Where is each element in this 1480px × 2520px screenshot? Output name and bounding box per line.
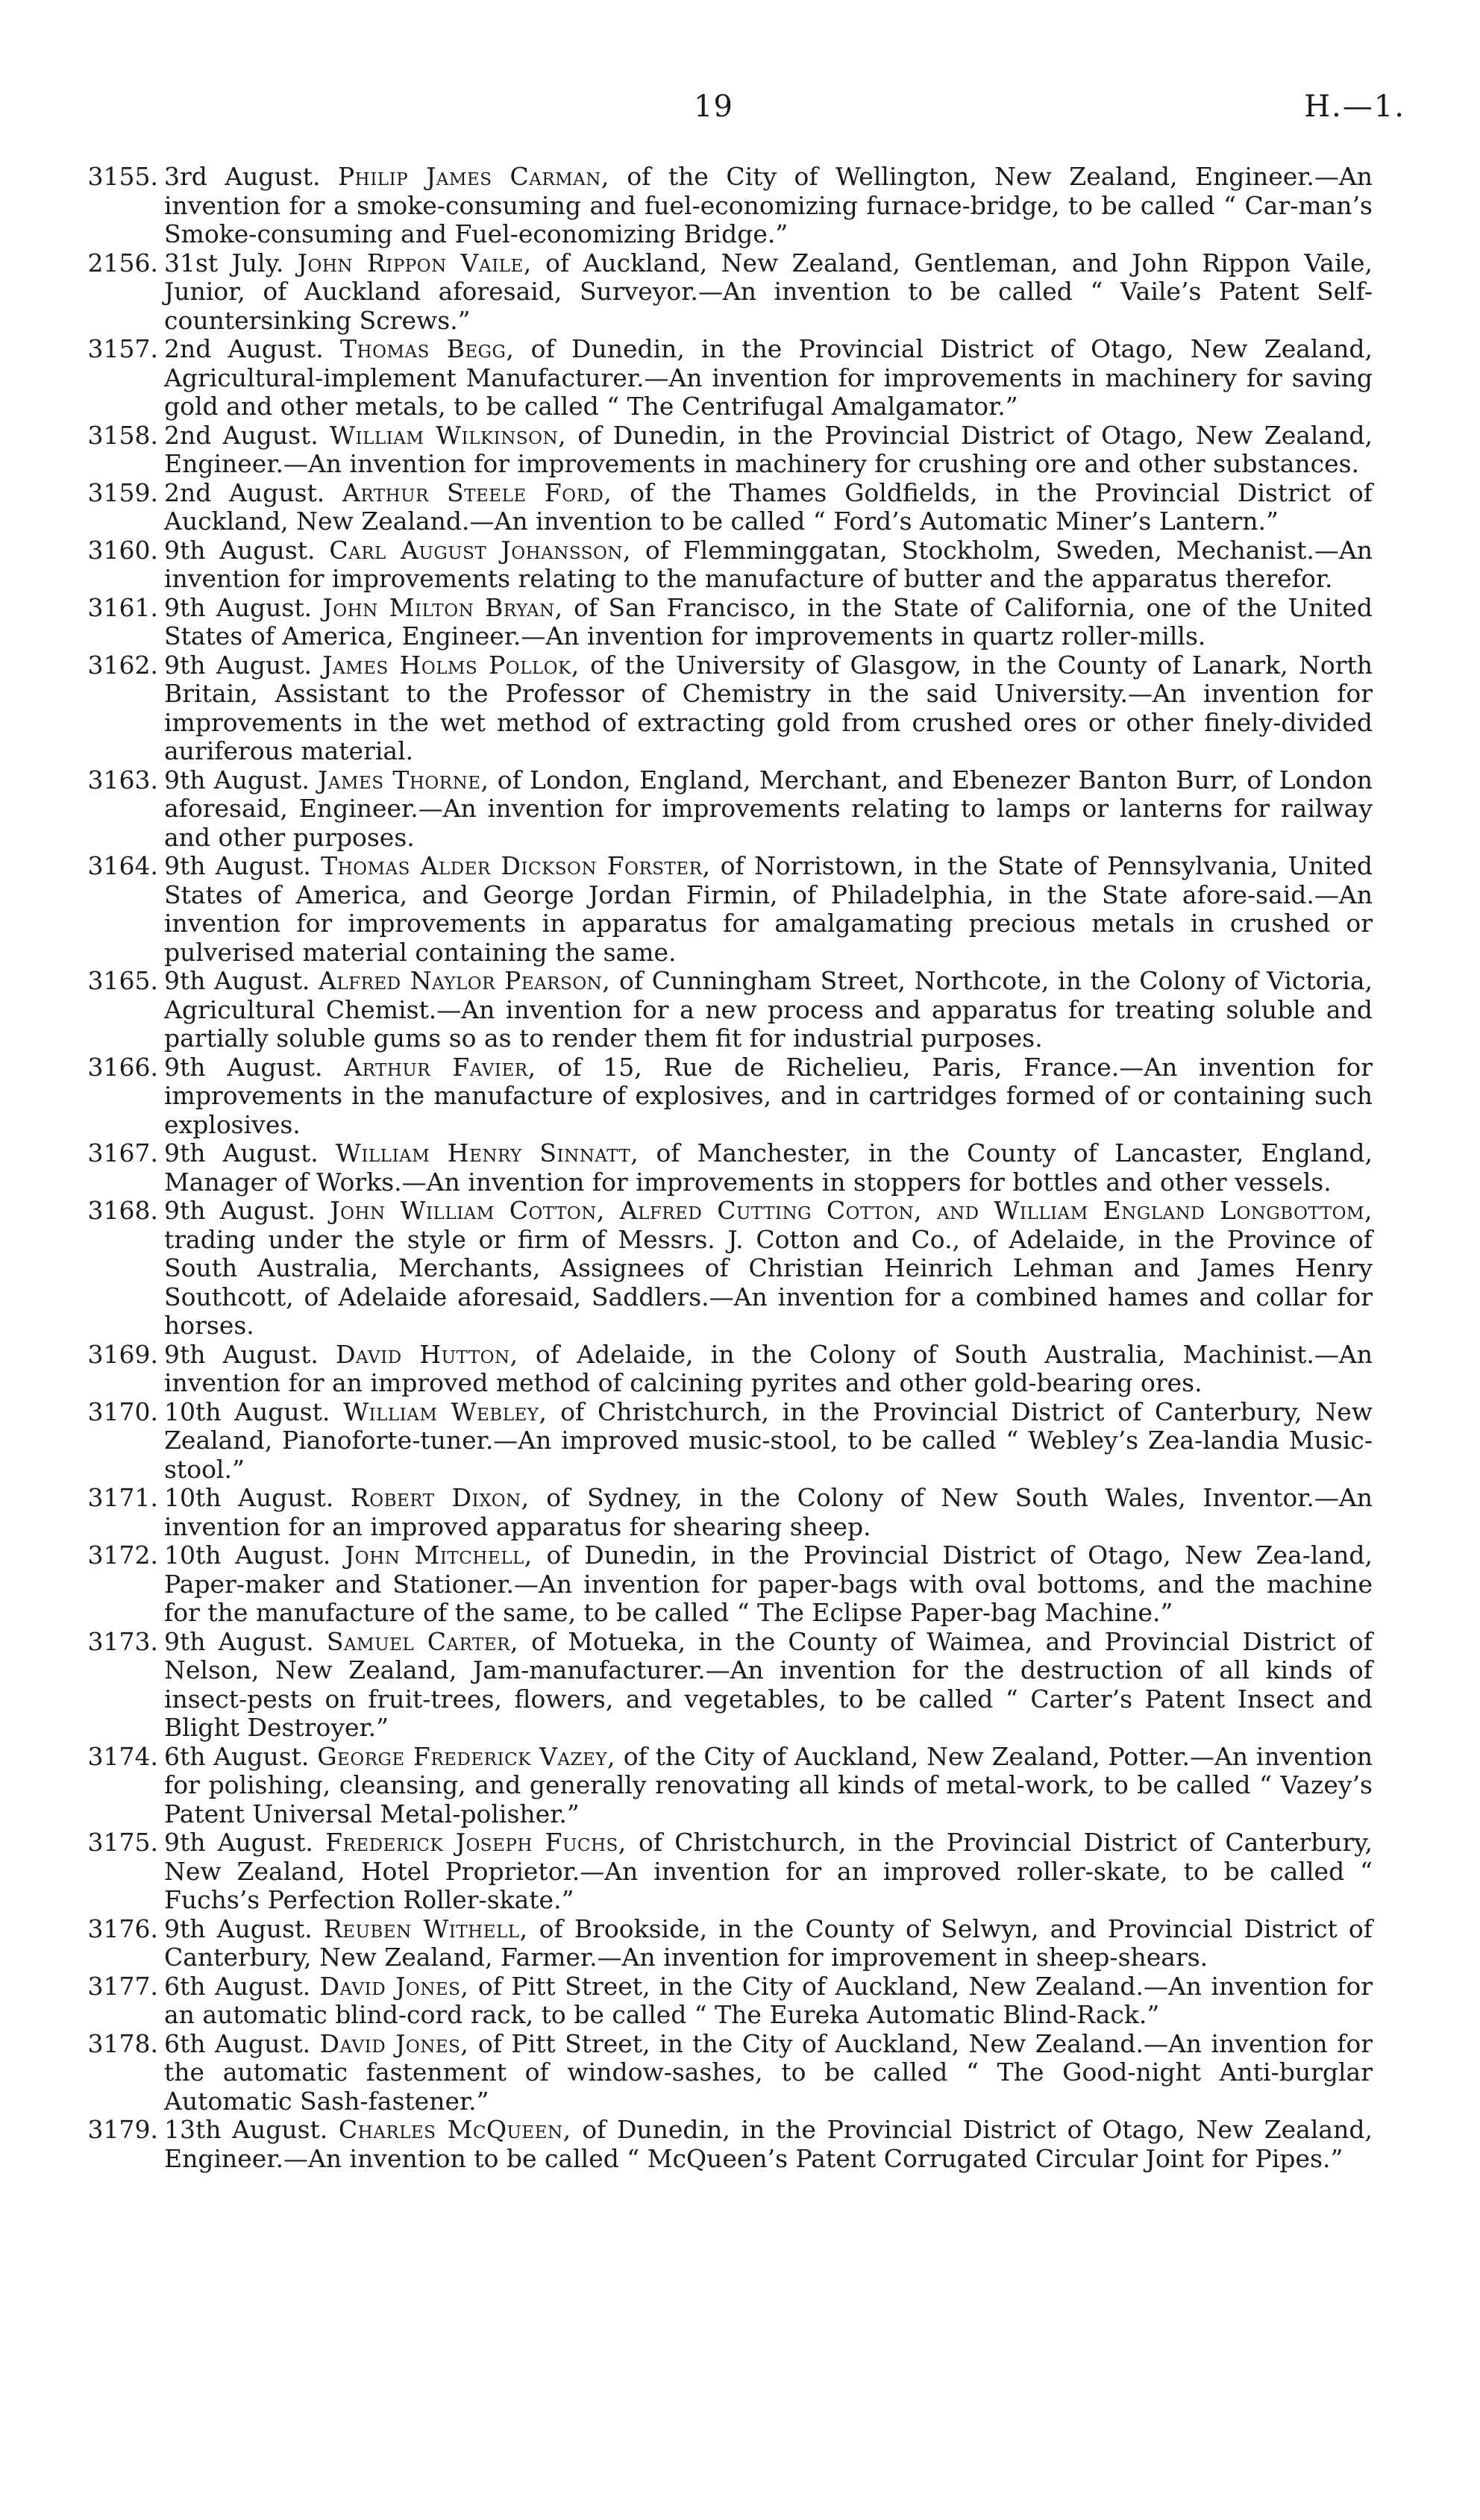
entry-description: of the City of Auckland, New Zealand, Potter.—An invention for polishing, cleansing, and generally renovating all kinds of metal-work, to be called “ Vazey’s Patent Universal Metal-polisher.” — [164, 1741, 1373, 1828]
entry-applicant-names: Arthur Steele Ford, — [342, 477, 612, 507]
entry-date: 9th August. — [164, 535, 316, 565]
patent-entry — [52, 967, 1373, 1053]
entry-applicant-names: Philip James Carman, — [337, 162, 609, 191]
entry-date: 6th August. — [164, 1741, 310, 1771]
entry-applicant-names: John Rippon Vaile, — [297, 248, 532, 278]
patent-entry — [52, 335, 1373, 421]
entry-date: 9th August. — [164, 1138, 319, 1167]
entry-number: 3166. — [87, 1052, 158, 1082]
entry-date: 10th August. — [164, 1483, 334, 1512]
entry-number: 3157. — [87, 334, 158, 363]
entry-date: 31st July. — [164, 248, 284, 278]
entry-number: 3167. — [87, 1138, 158, 1167]
entry-number: 3163. — [87, 765, 158, 794]
entry-applicant-names: James Thorne, — [318, 765, 489, 794]
entry-applicant-names: David Jones, — [319, 1971, 469, 2001]
entry-applicant-names: William Henry Sinnatt, — [335, 1138, 639, 1167]
patent-entry — [52, 1972, 1373, 2030]
entry-number: 3155. — [87, 162, 158, 191]
entry-number: 3169. — [87, 1339, 158, 1369]
entry-date: 13th August. — [164, 2115, 328, 2144]
entry-number: 3159. — [87, 477, 158, 507]
entry-date: 6th August. — [164, 2028, 311, 2058]
entry-number: 3176. — [87, 1913, 158, 1943]
entry-description: of Norristown, in the State of Pennsylvania, United States of America, and George Jordan Firmin, of Philadelphia, in the State afore-said.—An invention for improvements in apparatus for amalgamating precious metals in crushed or pulverised material containing the same. — [164, 851, 1373, 967]
entry-applicant-names: Thomas Alder Dickson Forster, — [321, 851, 711, 880]
entry-date: 9th August. — [164, 650, 312, 680]
entry-description: of London, England, Merchant, and Ebenezer Banton Burr, of London aforesaid, Engineer.—An invention for improvements relating to lamps or lanterns for railway and other purposes. — [164, 765, 1373, 852]
entry-applicant-names: Thomas Begg, — [340, 334, 515, 363]
patent-entry — [52, 1398, 1373, 1485]
entry-date: 9th August. — [164, 1828, 313, 1857]
entry-description: of Brookside, in the County of Selwyn, and Provincial District of Canterbury, New Zealand, Farmer.—An invention for improvement in sheep-shears. — [164, 1913, 1373, 1972]
entry-number: 3178. — [87, 2028, 158, 2058]
entry-applicant-names: Arthur Favier, — [344, 1052, 536, 1082]
entry-applicant-names: Carl August Johansson, — [329, 535, 631, 565]
patent-entry — [52, 2116, 1373, 2173]
entry-description: of Sydney, in the Colony of New South Wales, Inventor.—An invention for an improved apparatus for shearing sheep. — [164, 1483, 1373, 1541]
entry-description: of the University of Glasgow, in the County of Lanark, North Britain, Assistant to the Professor of Chemistry in the said University.—An invention for improvements in the wet method of extracting gold from crushed ores or other finely-divided auriferous material. — [164, 650, 1373, 765]
entry-applicant-names: David Jones, — [319, 2028, 469, 2058]
entry-description: of Pitt Street, in the City of Auckland, New Zealand.—An invention for the automatic fastenment of window-sashes, to be called “ The Good-night Anti-burglar Automatic Sash-fastener.” — [164, 2028, 1373, 2116]
entry-date: 3rd August. — [164, 162, 321, 191]
entry-number: 3168. — [87, 1196, 158, 1225]
entry-number: 3170. — [87, 1397, 158, 1426]
patent-entry — [52, 766, 1373, 853]
entry-number: 3162. — [87, 650, 158, 680]
entry-description: of Christchurch, in the Provincial District of Canterbury, New Zealand, Pianoforte-tuner.—An improved music-stool, to be called “ Webley’s Zea-landia Music-stool.” — [164, 1397, 1373, 1484]
entry-number: 3160. — [87, 535, 158, 565]
patent-entry — [52, 1541, 1373, 1628]
entry-applicant-names: John Mitchell, — [345, 1540, 533, 1570]
entry-applicant-names: Frederick Joseph Fuchs, — [325, 1828, 627, 1857]
entry-applicant-names: Reuben Withell, — [323, 1913, 528, 1943]
entry-description: of Christchurch, in the Provincial District of Canterbury, New Zealand, Hotel Proprietor.—An invention for an improved roller-skate, to be called “ Fuchs’s Perfection Roller-skate.” — [164, 1828, 1373, 1914]
entry-date: 6th August. — [164, 1971, 311, 2001]
entry-number: 3177. — [87, 1971, 158, 2001]
entry-date: 2nd August. — [164, 420, 319, 450]
entry-date: 2nd August. — [164, 334, 324, 363]
entry-description: of Cunningham Street, Northcote, in the Colony of Victoria, Agricultural Chemist.—An invention for a new process and apparatus for treating soluble and partially soluble gums so as to render them fit for industrial purposes. — [164, 966, 1373, 1053]
patent-entry — [52, 1743, 1373, 1829]
entry-date: 9th August. — [164, 592, 313, 622]
page-reference: H.—1. — [1304, 90, 1405, 124]
entry-description: of Manchester, in the County of Lancaster, England, Manager of Works.—An invention for improvements in stoppers for bottles and other vessels. — [164, 1138, 1373, 1197]
entry-applicant-names: John Milton Bryan, — [322, 592, 563, 622]
entry-applicant-names: George Frederick Vazey, — [317, 1741, 615, 1771]
entry-description: of San Francisco, in the State of California, one of the United States of America, Engineer.—An invention for improvements in quartz roller-mills. — [164, 592, 1373, 651]
entry-date: 9th August. — [164, 851, 311, 880]
patent-entry — [52, 1053, 1373, 1140]
entry-date: 9th August. — [164, 1052, 323, 1082]
patent-entry — [52, 1197, 1373, 1341]
entry-description: of Adelaide, in the Colony of South Australia, Machinist.—An invention for an improved method of calcining pyrites and other gold-bearing ores. — [164, 1339, 1373, 1397]
entry-number: 3179. — [87, 2115, 158, 2144]
entry-description: of Dunedin, in the Provincial District of Otago, New Zealand, Engineer.—An invention to be called “ McQueen’s Patent Corrugated Circular Joint for Pipes.” — [164, 2115, 1373, 2173]
entry-number: 2156. — [87, 248, 158, 278]
entry-description: of Dunedin, in the Provincial District of Otago, New Zealand, Agricultural-implement Manufacturer.—An invention for improvements in machinery for saving gold and other metals, to be called “ The Centrifugal Amalgamator.” — [164, 334, 1373, 421]
entry-description: of Motueka, in the County of Waimea, and Provincial District of Nelson, New Zealand, Jam-manufacturer.—An invention for the destruction of all kinds of insect-pests on fruit-trees, flowers, and vegetables, to be called “ Carter’s Patent Insect and Blight Destroyer.” — [164, 1626, 1373, 1742]
patent-entry — [52, 249, 1373, 336]
entry-description: trading under the style or firm of Messrs. J. Cotton and Co., of Adelaide, in the Province of South Australia, Merchants, Assignees of Christian Heinrich Lehman and James Henry Southcott, of Adelaide aforesaid, Saddlers.—An invention for a combined hames and collar for horses. — [164, 1224, 1373, 1340]
entry-applicant-names: William Wilkinson, — [330, 420, 567, 450]
patent-entry — [52, 1915, 1373, 1972]
entry-date: 10th August. — [164, 1397, 330, 1426]
patent-entry — [52, 2030, 1373, 2116]
entry-number: 3165. — [87, 966, 158, 995]
entry-number: 3172. — [87, 1540, 158, 1570]
entry-applicant-names: Robert Dixon, — [350, 1483, 530, 1512]
patent-entry — [52, 1484, 1373, 1541]
patent-entry — [52, 1341, 1373, 1398]
patent-entry — [52, 651, 1373, 766]
entry-applicant-names: John William Cotton, Alfred Cutting Cotton, and William England Longbottom, — [330, 1196, 1373, 1225]
entry-date: 9th August. — [164, 765, 310, 794]
entry-date: 9th August. — [164, 1626, 314, 1656]
patent-entry — [52, 852, 1373, 967]
patent-entry — [52, 536, 1373, 594]
entry-date: 9th August. — [164, 966, 310, 995]
entry-description: of Dunedin, in the Provincial District of Otago, New Zea-land, Paper-maker and Stationer.—An invention for paper-bags with oval bottoms, and the machine for the manufacture of the same, to be called “ The Eclipse Paper-bag Machine.” — [164, 1540, 1373, 1627]
entry-description: of 15, Rue de Richelieu, Paris, France.—An invention for improvements in the manufacture of explosives, and in cartridges formed of or containing such explosives. — [164, 1052, 1373, 1139]
entry-description: of Dunedin, in the Provincial District of Otago, New Zealand, Engineer.—An invention for improvements in machinery for crushing ore and other substances. — [164, 420, 1373, 478]
entry-date: 10th August. — [164, 1540, 331, 1570]
patent-entry — [52, 1139, 1373, 1197]
entry-date: 9th August. — [164, 1339, 319, 1369]
entry-number: 3158. — [87, 420, 158, 450]
patent-entry — [52, 421, 1373, 479]
entry-number: 3161. — [87, 592, 158, 622]
entry-date: 2nd August. — [164, 477, 325, 507]
patent-entry — [52, 594, 1373, 651]
page-number: 19 — [694, 90, 733, 124]
entry-description: of the Thames Goldfields, in the Provincial District of Auckland, New Zealand.—An invention to be called “ Ford’s Automatic Miner’s Lantern.” — [164, 477, 1373, 536]
entry-description: of Auckland, New Zealand, Gentleman, and John Rippon Vaile, Junior, of Auckland aforesaid, Surveyor.—An invention to be called “ Vaile’s Patent Self-countersinking Screws.” — [164, 248, 1373, 335]
entry-number: 3174. — [87, 1741, 158, 1771]
patent-entry — [52, 1628, 1373, 1743]
entry-applicant-names: Samuel Carter, — [326, 1626, 518, 1656]
patent-entries-list — [52, 163, 1373, 2173]
entry-description: of Pitt Street, in the City of Auckland, New Zealand.—An invention for an automatic blind-cord rack, to be called “ The Eureka Automatic Blind-Rack.” — [164, 1971, 1373, 2029]
entry-number: 3164. — [87, 851, 158, 880]
patent-entry — [52, 163, 1373, 249]
entry-number: 3171. — [87, 1483, 158, 1512]
entry-applicant-names: William Webley, — [343, 1397, 548, 1426]
entry-date: 9th August. — [164, 1196, 316, 1225]
entry-number: 3175. — [87, 1828, 158, 1857]
entry-applicant-names: James Holms Pollok, — [322, 650, 580, 680]
entry-description: of the City of Wellington, New Zealand, Engineer.—An invention for a smoke-consuming and fuel-economizing furnace-bridge, to be called “ Car-man’s Smoke-consuming and Fuel-economizing Bridge.” — [164, 162, 1373, 248]
entry-date: 9th August. — [164, 1913, 313, 1943]
entry-applicant-names: David Hutton, — [336, 1339, 518, 1369]
entry-applicant-names: Charles McQueen, — [338, 2115, 571, 2144]
entry-description: of Flemminggatan, Stockholm, Sweden, Mechanist.—An invention for improvements relating to the manufacture of butter and the apparatus therefor. — [164, 535, 1373, 593]
entry-number: 3173. — [87, 1626, 158, 1656]
patent-entry — [52, 1828, 1373, 1915]
entry-applicant-names: Alfred Naylor Pearson, — [319, 966, 611, 995]
patent-entry — [52, 479, 1373, 536]
